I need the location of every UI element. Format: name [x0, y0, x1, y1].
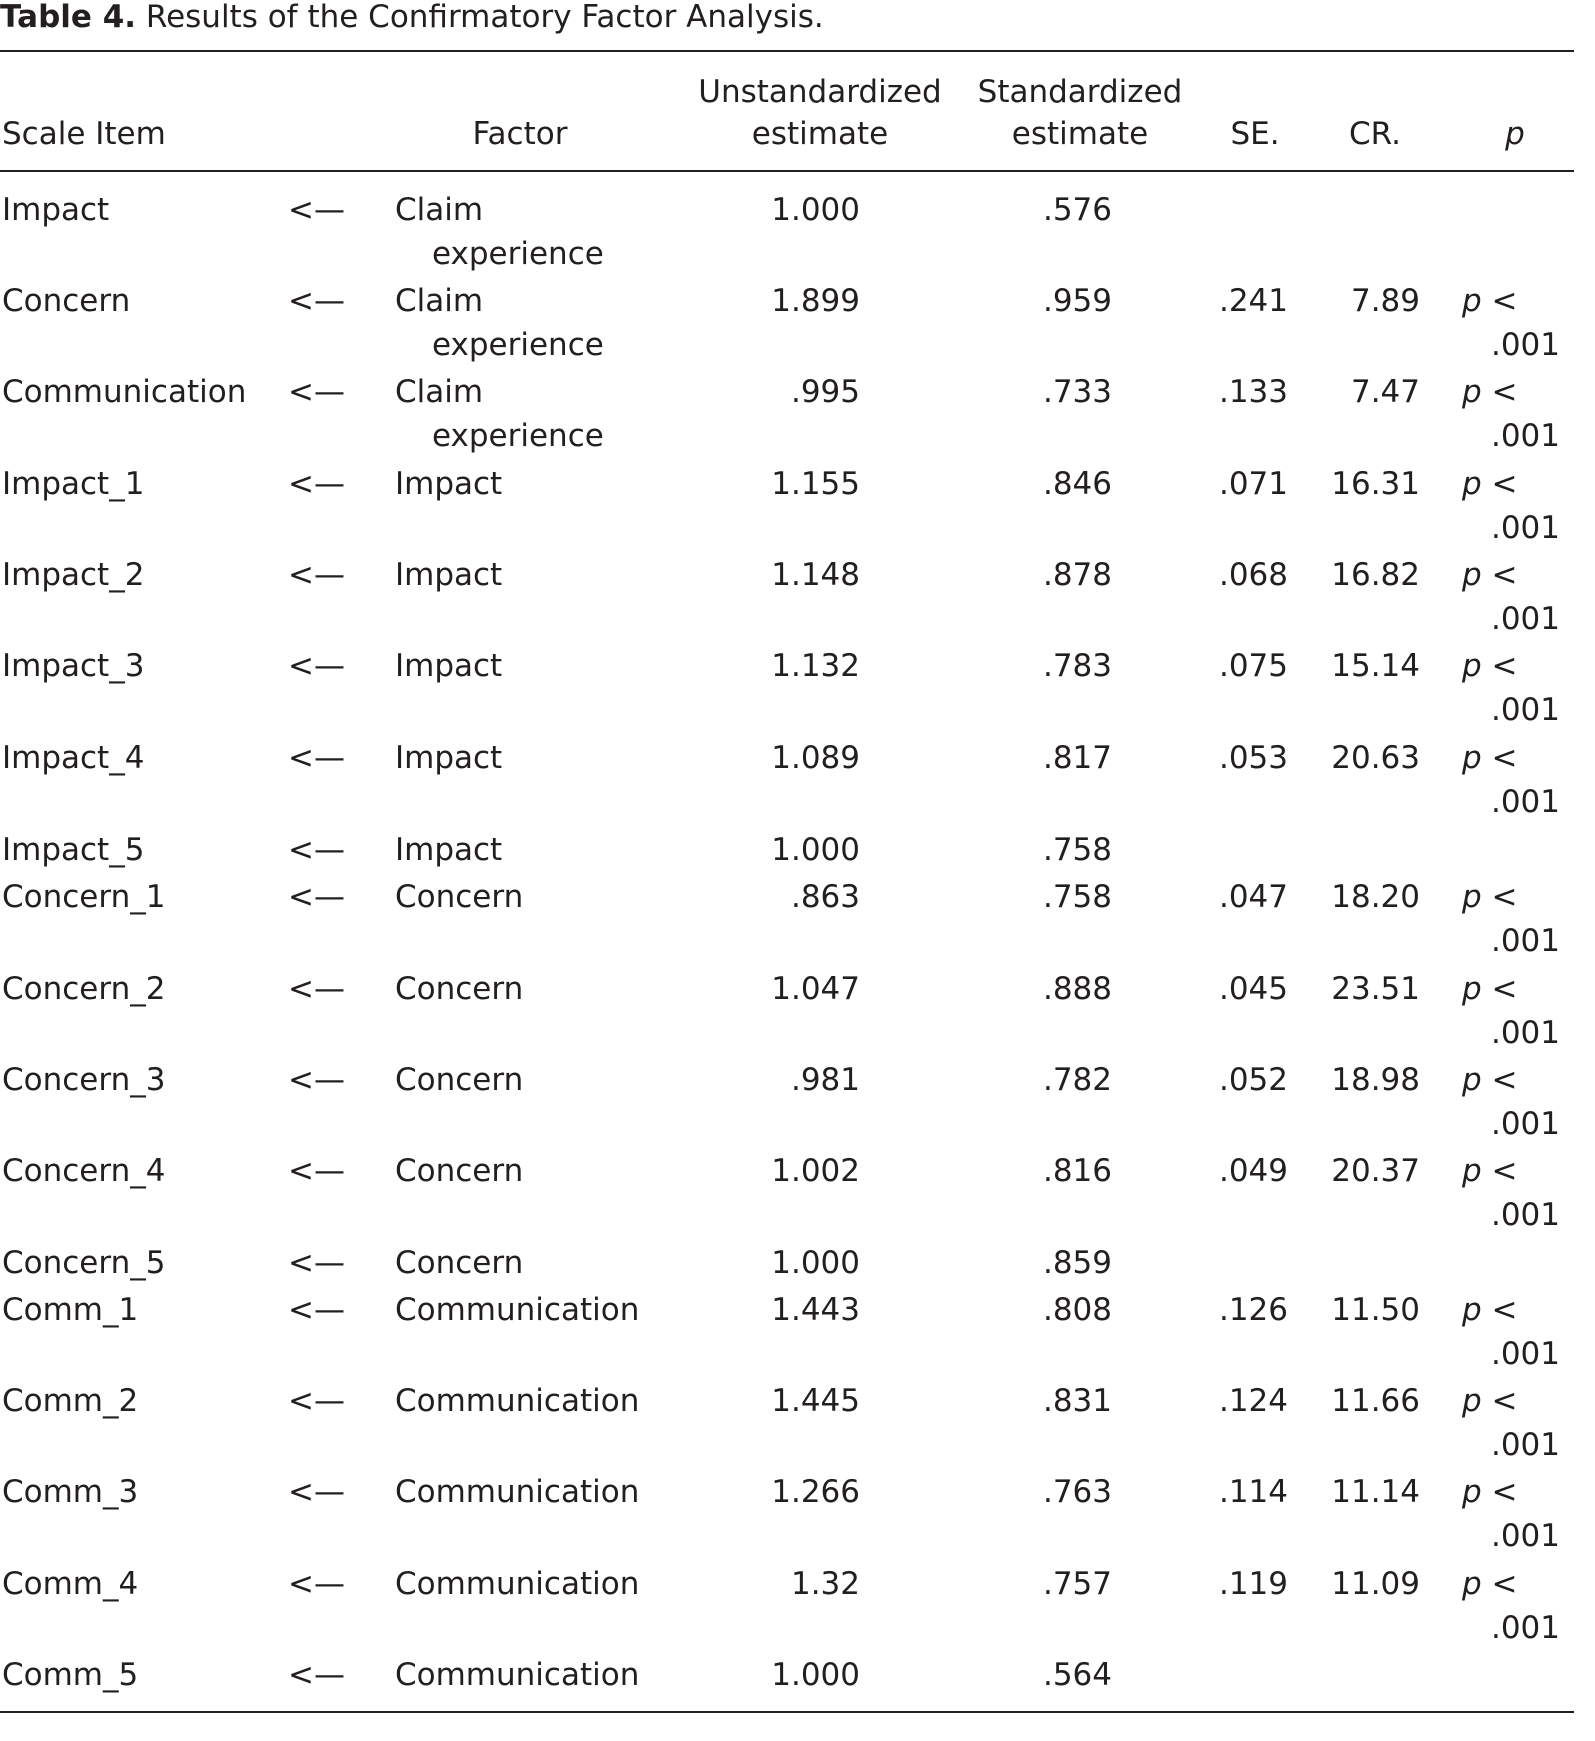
cr-cell: 18.98 — [1331, 1062, 1420, 1098]
header-cr: CR. — [1349, 116, 1401, 152]
p-less-than: < — [1491, 1062, 1518, 1098]
cr-cell: 11.09 — [1331, 1566, 1420, 1602]
p-less-than: < — [1491, 283, 1518, 319]
p-value-cell — [1462, 553, 1542, 597]
standardized-estimate-cell: .846 — [1042, 466, 1112, 502]
unstandardized-estimate-cell: .995 — [790, 374, 860, 410]
p-symbol: p — [1462, 971, 1482, 1007]
se-cell: .049 — [1218, 1153, 1288, 1189]
p-less-than: < — [1491, 557, 1518, 593]
arrow-cell: <— — [288, 1292, 345, 1328]
scale-item-cell: Concern_5 — [2, 1245, 166, 1281]
arrow-cell: <— — [288, 466, 345, 502]
factor-cell-continuation — [432, 1697, 692, 1741]
header-p: p — [1505, 116, 1525, 152]
standardized-estimate-cell: .758 — [1042, 832, 1112, 868]
arrow-cell: <— — [288, 879, 345, 915]
se-cell: .124 — [1218, 1383, 1288, 1419]
factor-cell: Concern — [395, 1062, 524, 1098]
p-symbol: p — [1462, 283, 1482, 319]
se-cell — [1200, 1653, 1288, 1697]
scale-item-cell: Impact_5 — [2, 832, 145, 868]
table-caption-label: Table 4. — [0, 0, 137, 35]
header-rule — [0, 170, 1574, 172]
se-cell: .126 — [1218, 1292, 1288, 1328]
se-cell: .071 — [1218, 466, 1288, 502]
p-value-threshold: .001 — [1490, 1518, 1560, 1554]
arrow-cell: <— — [288, 192, 345, 228]
arrow-cell: <— — [288, 740, 345, 776]
unstandardized-estimate-cell: 1.000 — [771, 832, 860, 868]
bottom-rule — [0, 1711, 1574, 1713]
se-cell: .052 — [1218, 1062, 1288, 1098]
factor-cell-continuation: experience — [432, 236, 604, 272]
se-cell: .068 — [1218, 557, 1288, 593]
p-less-than: < — [1491, 466, 1518, 502]
unstandardized-estimate-cell: .981 — [790, 1062, 860, 1098]
p-less-than: < — [1491, 740, 1518, 776]
unstandardized-estimate-cell: 1.089 — [771, 740, 860, 776]
p-less-than: < — [1491, 1292, 1518, 1328]
arrow-cell: <— — [288, 557, 345, 593]
cr-cell: 7.47 — [1350, 374, 1420, 410]
cr-cell: 11.66 — [1331, 1383, 1420, 1419]
p-less-than: < — [1491, 1153, 1518, 1189]
unstandardized-estimate-cell: 1.047 — [771, 971, 860, 1007]
scale-item-cell: Communication — [2, 374, 247, 410]
p-value-threshold: .001 — [1490, 327, 1560, 363]
scale-item-cell: Concern_2 — [2, 971, 166, 1007]
p-value-threshold: .001 — [1490, 510, 1560, 546]
factor-cell: Concern — [395, 971, 524, 1007]
standardized-estimate-cell: .878 — [1042, 557, 1112, 593]
se-cell — [1200, 828, 1288, 872]
unstandardized-estimate-cell: 1.000 — [771, 1245, 860, 1281]
factor-cell-continuation — [432, 1423, 692, 1467]
p-value-cell — [1462, 462, 1542, 506]
cr-cell: 16.82 — [1331, 557, 1420, 593]
se-cell: .241 — [1218, 283, 1288, 319]
arrow-cell: <— — [288, 832, 345, 868]
standardized-estimate-cell: .859 — [1042, 1245, 1112, 1281]
factor-cell: Concern — [395, 879, 524, 915]
factor-cell-continuation — [432, 1606, 692, 1650]
factor-cell: Communication — [395, 1383, 640, 1419]
unstandardized-estimate-cell: .863 — [790, 879, 860, 915]
arrow-cell: <— — [288, 1474, 345, 1510]
p-value-threshold: .001 — [1490, 601, 1560, 637]
se-cell: .133 — [1218, 374, 1288, 410]
cr-cell: 15.14 — [1331, 648, 1420, 684]
scale-item-cell: Comm_2 — [2, 1383, 139, 1419]
p-value-threshold: .001 — [1490, 923, 1560, 959]
standardized-estimate-cell: .733 — [1042, 374, 1112, 410]
p-value-threshold: .001 — [1490, 418, 1560, 454]
factor-cell: Communication — [395, 1474, 640, 1510]
factor-cell: Impact — [395, 466, 503, 502]
factor-cell-continuation — [432, 1102, 692, 1146]
p-less-than: < — [1491, 971, 1518, 1007]
scale-item-cell: Impact_1 — [2, 466, 145, 502]
p-symbol: p — [1462, 1383, 1482, 1419]
arrow-cell: <— — [288, 1566, 345, 1602]
p-value-cell — [1462, 1562, 1542, 1606]
p-value-cell — [1462, 828, 1542, 872]
p-value-cell — [1462, 1241, 1542, 1285]
standardized-estimate-cell: .763 — [1042, 1474, 1112, 1510]
p-symbol: p — [1462, 1474, 1482, 1510]
p-value-cell — [1462, 188, 1542, 232]
arrow-cell: <— — [288, 1153, 345, 1189]
factor-cell: Impact — [395, 648, 503, 684]
header-factor: Factor — [472, 116, 568, 152]
scale-item-cell: Concern_4 — [2, 1153, 166, 1189]
cr-cell — [1300, 1241, 1420, 1285]
cr-cell — [1300, 188, 1420, 232]
standardized-estimate-cell: .757 — [1042, 1566, 1112, 1602]
p-value-cell — [1462, 1379, 1542, 1423]
p-symbol: p — [1462, 1062, 1482, 1098]
se-cell: .047 — [1218, 879, 1288, 915]
header-scale-item: Scale Item — [2, 116, 166, 152]
p-symbol: p — [1462, 1566, 1482, 1602]
unstandardized-estimate-cell: 1.132 — [771, 648, 860, 684]
unstandardized-estimate-cell: 1.266 — [771, 1474, 860, 1510]
standardized-estimate-cell: .817 — [1042, 740, 1112, 776]
arrow-cell: <— — [288, 1062, 345, 1098]
scale-item-cell: Impact — [2, 192, 110, 228]
arrow-cell: <— — [288, 1383, 345, 1419]
unstandardized-estimate-cell: 1.002 — [771, 1153, 860, 1189]
unstandardized-estimate-cell: 1.32 — [790, 1566, 860, 1602]
se-cell: .053 — [1218, 740, 1288, 776]
p-value-cell — [1462, 875, 1542, 919]
p-value-threshold: .001 — [1490, 1106, 1560, 1142]
scale-item-cell: Comm_4 — [2, 1566, 139, 1602]
factor-cell: Concern — [395, 1153, 524, 1189]
p-less-than: < — [1491, 1383, 1518, 1419]
p-less-than: < — [1491, 648, 1518, 684]
p-value-cell — [1462, 1149, 1542, 1193]
cr-cell: 16.31 — [1331, 466, 1420, 502]
p-symbol: p — [1462, 466, 1482, 502]
p-less-than: < — [1491, 374, 1518, 410]
scale-item-cell: Concern_3 — [2, 1062, 166, 1098]
scale-item-cell: Concern_1 — [2, 879, 166, 915]
scale-item-cell: Impact_4 — [2, 740, 145, 776]
factor-cell-continuation — [432, 919, 692, 963]
factor-cell: Claim — [395, 374, 484, 410]
factor-cell: Impact — [395, 557, 503, 593]
factor-cell: Concern — [395, 1245, 524, 1281]
p-value-threshold: .001 — [1490, 784, 1560, 820]
cr-cell — [1300, 828, 1420, 872]
p-less-than: < — [1491, 879, 1518, 915]
cr-cell: 20.63 — [1331, 740, 1420, 776]
cr-cell: 7.89 — [1350, 283, 1420, 319]
p-symbol: p — [1462, 557, 1482, 593]
se-cell — [1200, 188, 1288, 232]
standardized-estimate-cell: .959 — [1042, 283, 1112, 319]
factor-cell-continuation — [432, 780, 692, 824]
factor-cell-continuation — [432, 1011, 692, 1055]
p-less-than: < — [1491, 1474, 1518, 1510]
se-cell: .114 — [1218, 1474, 1288, 1510]
factor-cell-continuation: experience — [432, 418, 604, 454]
factor-cell-continuation — [432, 1514, 692, 1558]
p-symbol: p — [1462, 1153, 1482, 1189]
standardized-estimate-cell: .783 — [1042, 648, 1112, 684]
p-value-cell — [1462, 370, 1542, 414]
p-value-threshold: .001 — [1490, 1197, 1560, 1233]
header-unstd-line1: Unstandardized — [698, 74, 942, 110]
p-value-cell — [1462, 644, 1542, 688]
factor-cell-continuation — [432, 597, 692, 641]
scale-item-cell: Impact_3 — [2, 648, 145, 684]
top-rule — [0, 50, 1574, 52]
unstandardized-estimate-cell: 1.148 — [771, 557, 860, 593]
p-value-threshold — [1462, 1697, 1560, 1741]
factor-cell: Communication — [395, 1657, 640, 1693]
p-value-cell — [1462, 1058, 1542, 1102]
standardized-estimate-cell: .782 — [1042, 1062, 1112, 1098]
standardized-estimate-cell: .758 — [1042, 879, 1112, 915]
unstandardized-estimate-cell: 1.155 — [771, 466, 860, 502]
se-cell: .075 — [1218, 648, 1288, 684]
cr-cell: 23.51 — [1331, 971, 1420, 1007]
standardized-estimate-cell: .808 — [1042, 1292, 1112, 1328]
standardized-estimate-cell: .564 — [1042, 1657, 1112, 1693]
p-value-threshold: .001 — [1490, 1427, 1560, 1463]
factor-cell: Claim — [395, 192, 484, 228]
arrow-cell: <— — [288, 648, 345, 684]
se-cell: .045 — [1218, 971, 1288, 1007]
scale-item-cell: Comm_1 — [2, 1292, 139, 1328]
p-value-cell — [1462, 1288, 1542, 1332]
scale-item-cell: Concern — [2, 283, 131, 319]
table-caption — [0, 0, 824, 40]
cr-cell — [1300, 1653, 1420, 1697]
table-caption-title: Results of the Confirmatory Factor Analysis. — [145, 0, 824, 35]
factor-cell: Claim — [395, 283, 484, 319]
p-symbol: p — [1462, 1292, 1482, 1328]
factor-cell: Impact — [395, 740, 503, 776]
unstandardized-estimate-cell: 1.899 — [771, 283, 860, 319]
scale-item-cell: Comm_3 — [2, 1474, 139, 1510]
arrow-cell: <— — [288, 1657, 345, 1693]
cr-cell: 11.14 — [1331, 1474, 1420, 1510]
factor-cell-continuation — [432, 1193, 692, 1237]
p-symbol: p — [1462, 740, 1482, 776]
se-cell — [1200, 1241, 1288, 1285]
cr-cell: 11.50 — [1331, 1292, 1420, 1328]
cr-cell: 20.37 — [1331, 1153, 1420, 1189]
p-value-cell — [1462, 736, 1542, 780]
standardized-estimate-cell: .816 — [1042, 1153, 1112, 1189]
factor-cell-continuation — [432, 506, 692, 550]
factor-cell: Communication — [395, 1566, 640, 1602]
standardized-estimate-cell: .831 — [1042, 1383, 1112, 1419]
factor-cell-continuation: experience — [432, 327, 604, 363]
standardized-estimate-cell: .576 — [1042, 192, 1112, 228]
p-value-cell — [1462, 1653, 1542, 1697]
scale-item-cell: Impact_2 — [2, 557, 145, 593]
header-std-line1: Standardized — [977, 74, 1183, 110]
header-se: SE. — [1230, 116, 1280, 152]
p-value-cell — [1462, 1470, 1542, 1514]
factor-cell: Impact — [395, 832, 503, 868]
unstandardized-estimate-cell: 1.445 — [771, 1383, 860, 1419]
scale-item-cell: Comm_5 — [2, 1657, 139, 1693]
arrow-cell: <— — [288, 971, 345, 1007]
header-std-line2: estimate — [1011, 116, 1149, 152]
arrow-cell: <— — [288, 1245, 345, 1281]
p-symbol: p — [1462, 879, 1482, 915]
unstandardized-estimate-cell: 1.000 — [771, 1657, 860, 1693]
p-value-threshold — [1462, 232, 1560, 276]
cr-cell: 18.20 — [1331, 879, 1420, 915]
se-cell: .119 — [1218, 1566, 1288, 1602]
p-less-than: < — [1491, 1566, 1518, 1602]
standardized-estimate-cell: .888 — [1042, 971, 1112, 1007]
p-value-threshold: .001 — [1490, 1610, 1560, 1646]
factor-cell: Communication — [395, 1292, 640, 1328]
arrow-cell: <— — [288, 374, 345, 410]
p-value-threshold: .001 — [1490, 1336, 1560, 1372]
factor-cell-continuation — [432, 688, 692, 732]
arrow-cell: <— — [288, 283, 345, 319]
unstandardized-estimate-cell: 1.000 — [771, 192, 860, 228]
p-symbol: p — [1462, 374, 1482, 410]
header-unstd-line2: estimate — [751, 116, 889, 152]
p-value-cell — [1462, 967, 1542, 1011]
p-value-threshold: .001 — [1490, 692, 1560, 728]
factor-cell-continuation — [432, 1332, 692, 1376]
p-symbol: p — [1462, 648, 1482, 684]
p-value-threshold: .001 — [1490, 1015, 1560, 1051]
p-value-cell — [1462, 279, 1542, 323]
unstandardized-estimate-cell: 1.443 — [771, 1292, 860, 1328]
